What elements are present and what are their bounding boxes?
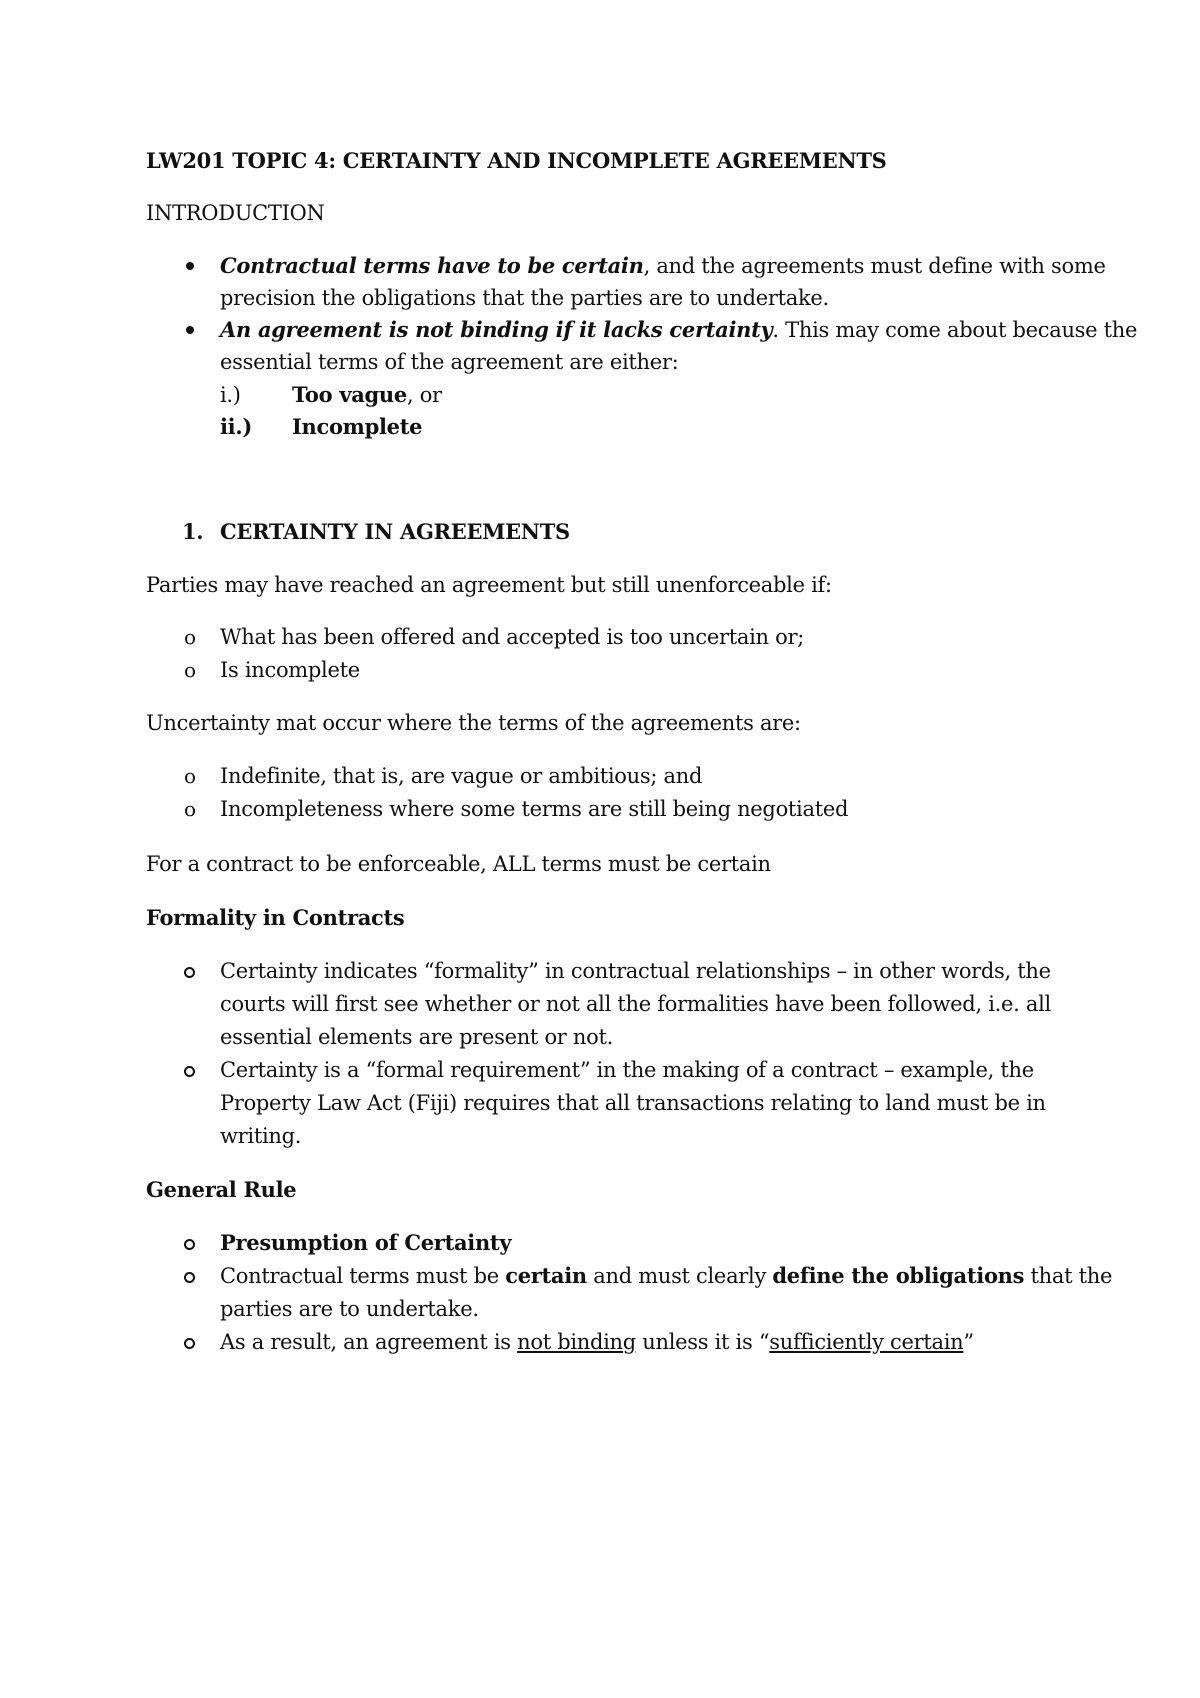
general-rule-item-2-line-2: parties are to undertake. [220,1297,479,1321]
paragraph: Parties may have reached an agreement but still unenforceable if: [146,573,832,597]
bullet-ring-icon [184,1239,195,1250]
general-rule-item-3: As a result, an agreement is not binding unless it is “sufficiently certain” [220,1330,974,1354]
formality-item-2-line-2: Property Law Act (Fiji) requires that all transactions relating to land must be in [220,1091,1046,1115]
list-marker: o [184,764,197,788]
sub-item-text: Too vague, or [292,382,442,407]
document-title: LW201 TOPIC 4: CERTAINTY AND INCOMPLETE AGREEMENTS [146,148,887,173]
intro-bullet-1-line-1: Contractual terms have to be certain, and the agreements must define with some [220,253,1106,278]
general-rule-item-1: Presumption of Certainty [220,1230,512,1255]
list-item: Is incomplete [220,658,360,682]
sub-item-number: ii.) [220,414,253,439]
intro-bullet-2-line-1: An agreement is not binding if it lacks certainty. This may come about because the [220,317,1138,342]
intro-bullet-1-line-2: precision the obligations that the parties are to undertake. [220,286,829,310]
bullet-dot-icon [186,262,194,270]
list-item: What has been offered and accepted is too uncertain or; [220,625,804,649]
paragraph: For a contract to be enforceable, ALL terms must be certain [146,852,771,876]
bullet-ring-icon [184,1272,195,1283]
section-number: 1. [182,519,204,544]
list-marker: o [184,797,197,821]
bullet-ring-icon [184,1338,195,1349]
intro-bullet-2-line-2: essential terms of the agreement are either: [220,350,679,374]
section-heading: CERTAINTY IN AGREEMENTS [220,519,570,544]
list-item: Incompleteness where some terms are still being negotiated [220,797,849,821]
sub-item-number: i.) [220,383,241,407]
list-marker: o [184,625,197,649]
sub-item-text: Incomplete [292,414,423,439]
subheading: General Rule [146,1177,297,1202]
formality-item-1-line-1: Certainty indicates “formality” in contractual relationships – in other words, the [220,959,1051,983]
bullet-ring-icon [184,967,195,978]
formality-item-1-line-2: courts will first see whether or not all the formalities have been followed, i.e. all [220,992,1051,1016]
general-rule-item-2-line-1: Contractual terms must be certain and must clearly define the obligations that the [220,1263,1113,1288]
intro-heading: INTRODUCTION [146,201,325,225]
formality-item-2-line-1: Certainty is a “formal requirement” in the making of a contract – example, the [220,1058,1034,1082]
formality-item-2-line-3: writing. [220,1124,302,1148]
paragraph: Uncertainty mat occur where the terms of the agreements are: [146,711,801,735]
formality-item-1-line-3: essential elements are present or not. [220,1025,613,1049]
list-marker: o [184,658,197,682]
bullet-dot-icon [186,326,194,334]
bullet-ring-icon [184,1066,195,1077]
list-item: Indefinite, that is, are vague or ambitious; and [220,764,703,788]
subheading: Formality in Contracts [146,905,405,930]
